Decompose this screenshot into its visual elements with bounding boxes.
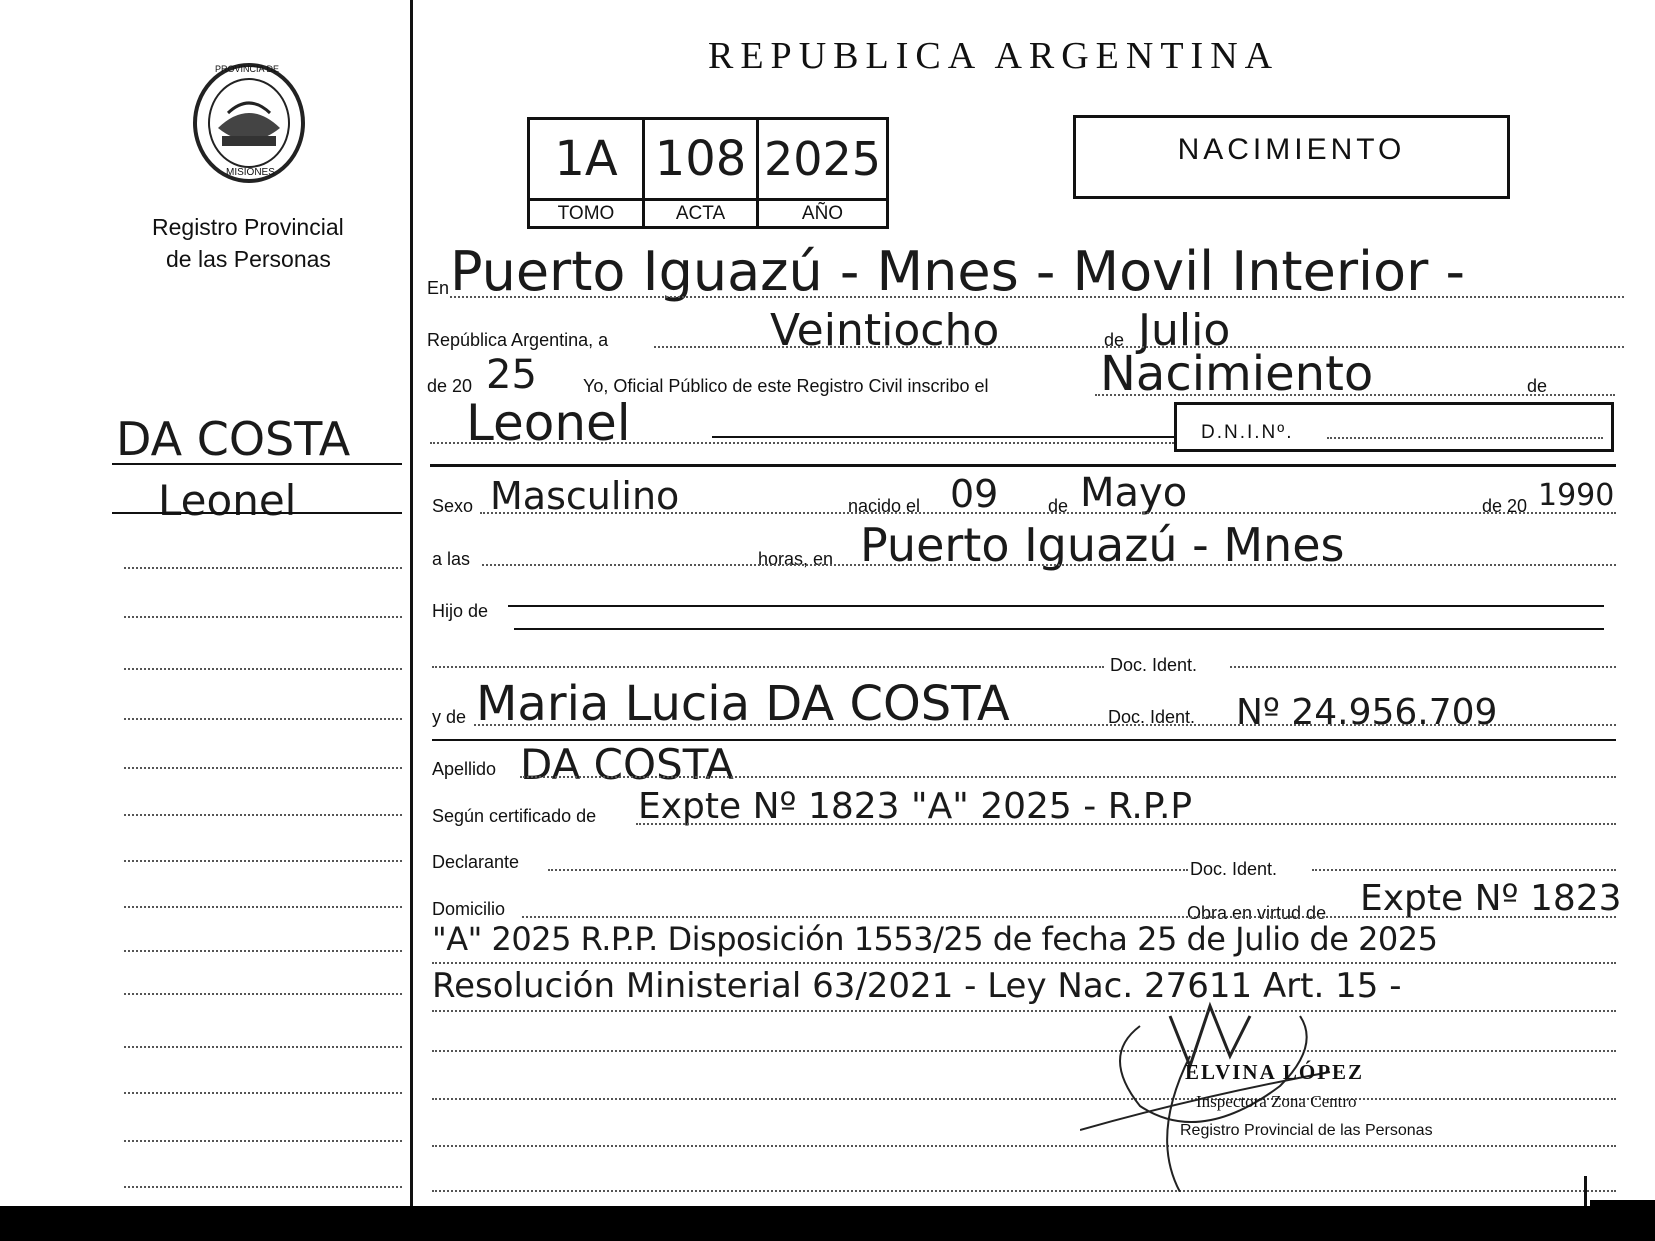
l5-year: 1990 [1538, 478, 1615, 513]
l7b-line [514, 628, 1604, 630]
l5-day: 09 [950, 472, 999, 516]
margin-line [124, 567, 402, 569]
l8-line-right [1230, 666, 1616, 668]
l14-line [432, 962, 1616, 964]
l7-hijo: Hijo de [432, 601, 489, 621]
l1-prefix: En [427, 278, 450, 298]
margin-line [124, 814, 402, 816]
seal-text-bottom: MISIONES [226, 167, 275, 178]
margin-line [124, 767, 402, 769]
l2-de: de [1104, 330, 1125, 350]
l5-month: Mayo [1080, 470, 1188, 516]
tomo-value: 1A [530, 120, 645, 198]
acta-value: 108 [645, 120, 759, 198]
l8-line-left [432, 666, 1104, 668]
l12b-line [1312, 869, 1616, 871]
l11-cert: Expte Nº 1823 "A" 2025 - R.P.P [638, 786, 1193, 827]
l6-place: Puerto Iguazú - Mnes [860, 518, 1345, 572]
l15-text: Resolución Ministerial 63/2021 - Ley Nac. 27611 Art. 15 - [432, 966, 1402, 1006]
l6-a-las: a las [432, 549, 471, 569]
l2-prefix: República Argentina, a [427, 330, 609, 350]
l5-sexo-label: Sexo [432, 496, 474, 516]
l9-docnum: Nº 24.956.709 [1236, 692, 1498, 733]
blank-line [432, 1050, 1616, 1052]
l5-sexo: Masculino [490, 474, 680, 518]
l3-de: de [1527, 376, 1548, 396]
margin-line [124, 950, 402, 952]
l5-de: de [1048, 496, 1069, 516]
l8-doc: Doc. Ident. [1110, 655, 1198, 675]
ref-values-row [530, 120, 886, 201]
l15-line [432, 1010, 1616, 1012]
margin-line [124, 1092, 402, 1094]
l10-surname: DA COSTA [520, 740, 734, 789]
margin-line [124, 993, 402, 995]
tomo-label: TOMO [530, 201, 645, 226]
acta-label: ACTA [645, 201, 759, 226]
l10-line [520, 776, 1616, 778]
ref-labels-row [530, 201, 886, 226]
l2-day: Veintiocho [770, 305, 1000, 356]
l5-nacido: nacido el [848, 496, 921, 516]
registry-name-line2: de las Personas [166, 246, 331, 272]
l11-segun: Según certificado de [432, 806, 597, 826]
act-type-box [1073, 115, 1510, 199]
margin-line [124, 906, 402, 908]
l6-horas: horas, en [758, 549, 834, 569]
l9-yde: y de [432, 707, 467, 727]
anio-value: 2025 [763, 132, 882, 186]
l13-domicilio: Domicilio [432, 899, 506, 919]
l13-line [522, 916, 1616, 918]
blank-line [432, 1145, 1616, 1147]
act-reference-box [527, 117, 889, 229]
l4-dni-label: D.N.I.Nº. [1201, 422, 1294, 443]
l14-text: "A" 2025 R.P.P. Disposición 1553/25 de fecha 25 de Julio de 2025 [432, 920, 1438, 958]
section-rule [430, 464, 1616, 467]
l12-declarante: Declarante [432, 852, 520, 872]
l3-line [1095, 394, 1615, 396]
dni-box [1174, 402, 1614, 452]
scan-bottom-shadow [0, 1206, 1655, 1241]
l9-mother: Maria Lucia DA COSTA [476, 676, 1010, 732]
blank-line [432, 1098, 1616, 1100]
seal-text-top: PROVINCIA DE [215, 64, 280, 74]
anio-label: AÑO [801, 202, 844, 224]
margin-line [124, 1140, 402, 1142]
l4-name: Leonel [466, 394, 631, 452]
dni-line [1327, 437, 1603, 439]
l5-line [480, 512, 1616, 514]
margin-line [124, 616, 402, 618]
l3-event: Nacimiento [1100, 346, 1374, 402]
scan-right-shadow [1590, 1200, 1655, 1241]
stamp-name: ELVINA LÓPEZ [1185, 1060, 1365, 1084]
l12-line [548, 869, 1188, 871]
left-column [0, 0, 410, 1241]
margin-name-rule [112, 512, 402, 514]
l1-line [450, 296, 1624, 298]
l10-apellido: Apellido [432, 759, 497, 779]
act-type-label: NACIMIENTO [1177, 133, 1406, 166]
l9-doc: Doc. Ident. [1108, 707, 1196, 727]
margin-given-name: Leonel [158, 476, 297, 525]
stamp-org: Registro Provincial de las Personas [1180, 1122, 1433, 1139]
country-title: REPUBLICA ARGENTINA [708, 35, 1280, 77]
l4-arrow-line [712, 436, 1174, 438]
registry-name-line1: Registro Provincial [152, 214, 344, 240]
l3-text: Yo, Oficial Público de este Registro Civil inscribo el [583, 376, 989, 396]
l3-year: 25 [486, 352, 537, 398]
l12-doc: Doc. Ident. [1190, 859, 1278, 879]
l5-de2: de 20 [1482, 496, 1528, 516]
margin-surname-rule [112, 463, 402, 465]
l1-place: Puerto Iguazú - Mnes - Movil Interior - [450, 240, 1465, 303]
margin-line [124, 1186, 402, 1188]
page-right-edge [1584, 1176, 1587, 1206]
margin-line [124, 718, 402, 720]
l7-line [508, 605, 1604, 607]
stamp-role: Inspectora Zona Centro [1196, 1092, 1357, 1111]
l2-month: Julio [1138, 305, 1231, 356]
column-divider [410, 0, 413, 1210]
l3-prefix: de 20 [427, 376, 473, 396]
l9-line [474, 724, 1616, 726]
margin-line [124, 668, 402, 670]
margin-line [124, 860, 402, 862]
l6-line [482, 564, 1616, 566]
blank-line [432, 1190, 1616, 1192]
l13-ref: Expte Nº 1823 [1360, 878, 1622, 919]
l11-line [636, 823, 1616, 825]
l13-obra: Obra en virtud de [1187, 903, 1327, 923]
l4-line [430, 442, 1174, 444]
margin-surname: DA COSTA [116, 412, 351, 466]
margin-line [124, 1046, 402, 1048]
